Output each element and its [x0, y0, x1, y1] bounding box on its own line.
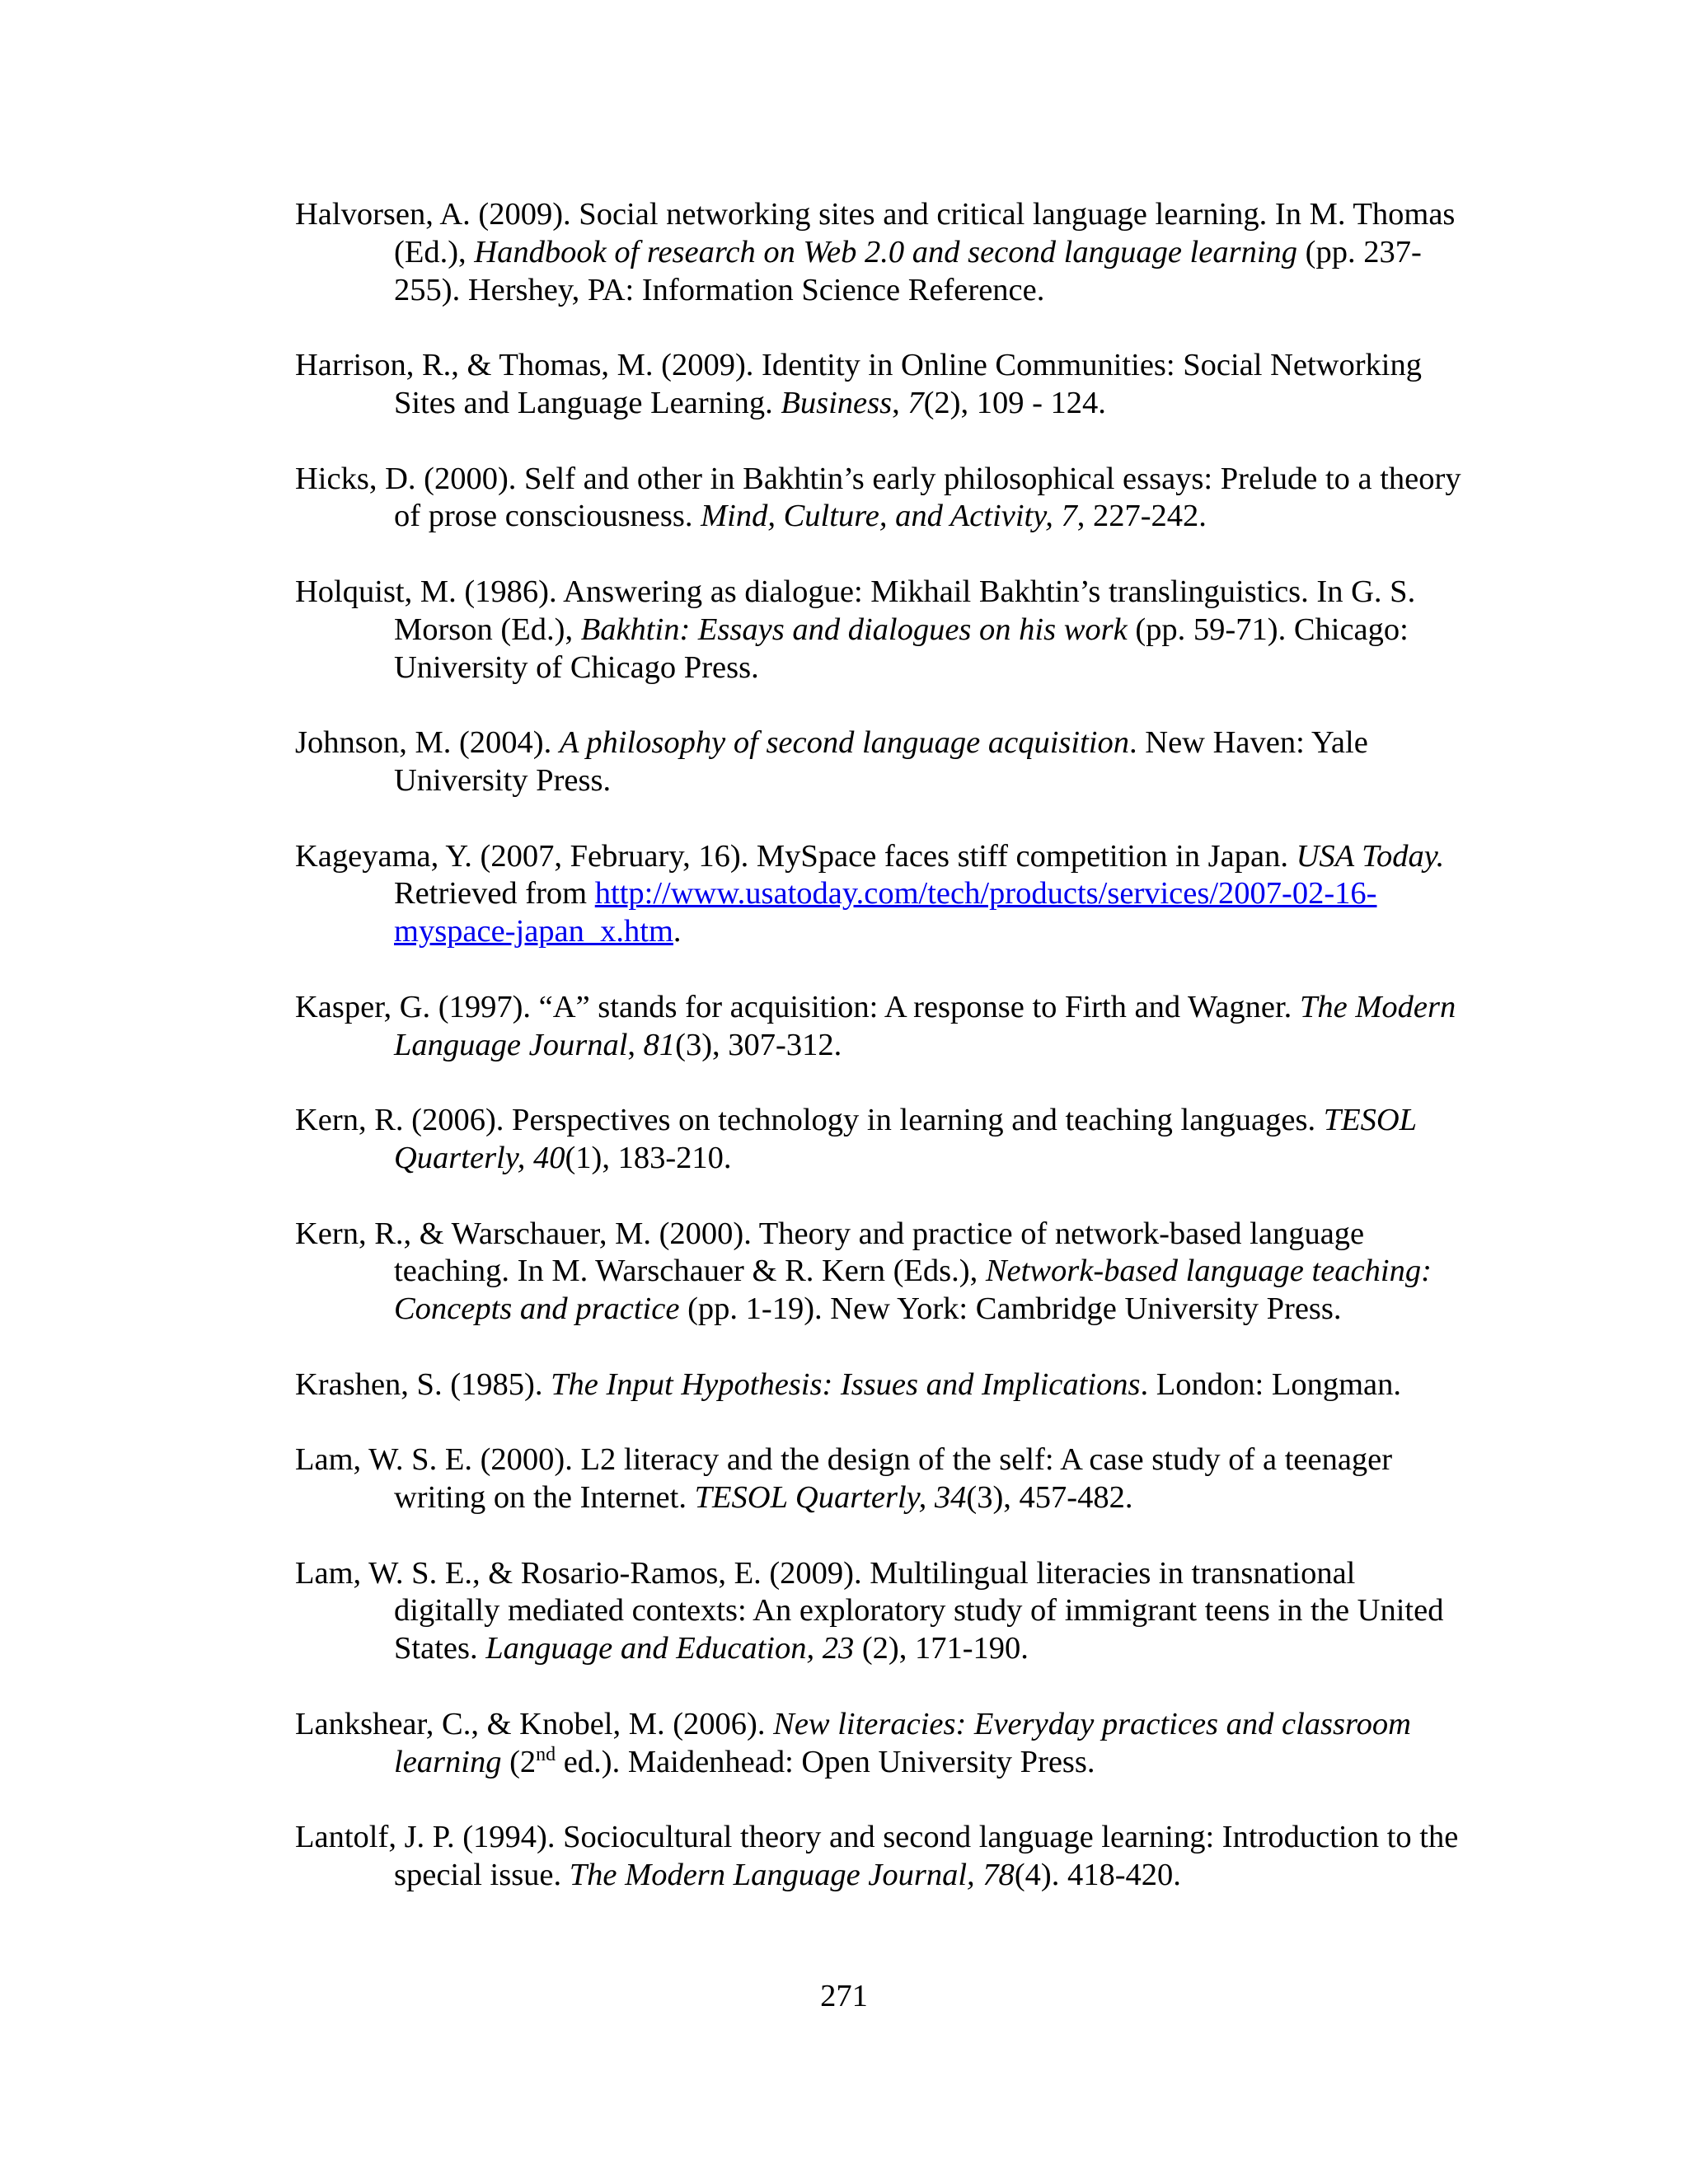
reference-text: (2), 171-190. — [854, 1631, 1029, 1666]
italic-title: Handbook of research on Web 2.0 and second language learning — [474, 234, 1298, 269]
italic-title: TESOL Quarterly, 40 — [394, 1103, 1417, 1175]
italic-title: The Modern Language Journal, 78 — [569, 1858, 1015, 1893]
reference-text: Halvorsen, A. (2009). Social networking sites and critical language learning. In M. Thomas (Ed.), — [295, 197, 1456, 269]
reference-entry — [295, 1555, 1465, 1668]
reference-text: (pp. 237-255). Hershey, PA: Information Science Reference. — [394, 234, 1422, 307]
italic-title: USA Today. — [1296, 838, 1445, 874]
italic-title: Language and Education, 23 — [485, 1631, 855, 1666]
reference-text: (pp. 1-19). New York: Cambridge University Press. — [679, 1291, 1342, 1327]
reference-text: (4). 418-420. — [1014, 1858, 1181, 1893]
reference-text: Lam, W. S. E. (2000). L2 literacy and the design of the self: A case study of a teenager writing on the Internet. — [295, 1442, 1393, 1516]
page-number: 271 — [820, 1979, 868, 2013]
italic-title: 7 — [907, 385, 924, 420]
reference-link[interactable]: http://www.usatoday.com/tech/products/services/2007-02-16-myspace-japan_x.htm — [394, 876, 1377, 949]
reference-text: (3), 457-482. — [966, 1480, 1133, 1516]
italic-title: The Modern Language Journal — [394, 989, 1456, 1062]
italic-title: New literacies: Everyday practices and classroom learning — [394, 1706, 1411, 1779]
reference-entry — [295, 1819, 1465, 1895]
italic-title: Mind, Culture, and Activity, 7 — [701, 499, 1077, 534]
reference-entry — [295, 196, 1465, 309]
reference-text: , — [892, 385, 908, 420]
reference-text: Kern, R., & Warschauer, M. (2000). Theory and practice of network-based language teaching. In M. Warschauer & R. Kern (Eds.), — [295, 1216, 1365, 1289]
italic-title: Network-based language teaching: Concepts and practice — [394, 1254, 1432, 1327]
reference-text: Retrieved from — [394, 876, 595, 912]
reference-entry — [295, 724, 1465, 800]
reference-entry — [295, 1216, 1465, 1329]
italic-title: Business — [781, 385, 893, 420]
reference-text: (1), 183-210. — [565, 1140, 732, 1175]
reference-text: (2 — [501, 1744, 537, 1779]
reference-text: Lam, W. S. E., & Rosario-Ramos, E. (2009). Multilingual literacies in transnational digitally mediated contexts: An exploratory study of immigrant teens in the United States. — [295, 1555, 1444, 1666]
reference-entry — [295, 838, 1465, 951]
reference-text: (2), 109 - 124. — [923, 385, 1106, 420]
reference-entry — [295, 574, 1465, 687]
reference-text: Krashen, S. (1985). — [295, 1366, 551, 1402]
reference-text: Kasper, G. (1997). “A” stands for acquisition: A response to Firth and Wagner. — [295, 989, 1300, 1024]
italic-title: The Input Hypothesis: Issues and Implications — [551, 1366, 1141, 1402]
reference-entry — [295, 1102, 1465, 1178]
italic-title: A philosophy of second language acquisition — [559, 725, 1130, 761]
reference-entry — [295, 1441, 1465, 1517]
reference-text: (3), 307-312. — [675, 1027, 842, 1062]
reference-entry — [295, 1706, 1465, 1782]
reference-entry — [295, 989, 1465, 1065]
italic-title: 81 — [643, 1027, 676, 1062]
reference-text: Harrison, R., & Thomas, M. (2009). Identity in Online Communities: Social Networking Sites and Language Learning. — [295, 348, 1422, 420]
reference-text: ed.). Maidenhead: Open University Press. — [556, 1744, 1095, 1779]
reference-text: Lantolf, J. P. (1994). Sociocultural theory and second language learning: Introduction to the special issue. — [295, 1820, 1459, 1893]
reference-entry — [295, 347, 1465, 423]
reference-entry — [295, 1366, 1465, 1404]
italic-title: Bakhtin: Essays and dialogues on his work — [580, 612, 1128, 647]
reference-entry — [295, 461, 1465, 537]
reference-text: . London: Longman. — [1140, 1366, 1402, 1402]
reference-text: , 227-242. — [1076, 499, 1207, 534]
reference-text: . New Haven: Yale University Press. — [394, 725, 1368, 798]
reference-text: , — [627, 1027, 644, 1062]
reference-text: Kageyama, Y. (2007, February, 16). MySpace faces stiff competition in Japan. — [295, 838, 1296, 874]
reference-text: Kern, R. (2006). Perspectives on technology in learning and teaching languages. — [295, 1103, 1324, 1138]
superscript-text: nd — [536, 1743, 556, 1765]
reference-text: . — [673, 914, 682, 949]
reference-text: Hicks, D. (2000). Self and other in Bakhtin’s early philosophical essays: Prelude to a theory of prose consciousness. — [295, 461, 1461, 534]
reference-text: Johnson, M. (2004). — [295, 725, 560, 761]
reference-text: Lankshear, C., & Knobel, M. (2006). — [295, 1706, 774, 1741]
reference-text: (pp. 59-71). Chicago: University of Chicago Press. — [394, 612, 1409, 685]
italic-title: TESOL Quarterly, 34 — [694, 1480, 967, 1516]
reference-list — [295, 196, 1465, 1933]
reference-text: Holquist, M. (1986). Answering as dialogue: Mikhail Bakhtin’s translinguistics. In G. S. Morson (Ed.), — [295, 574, 1416, 647]
